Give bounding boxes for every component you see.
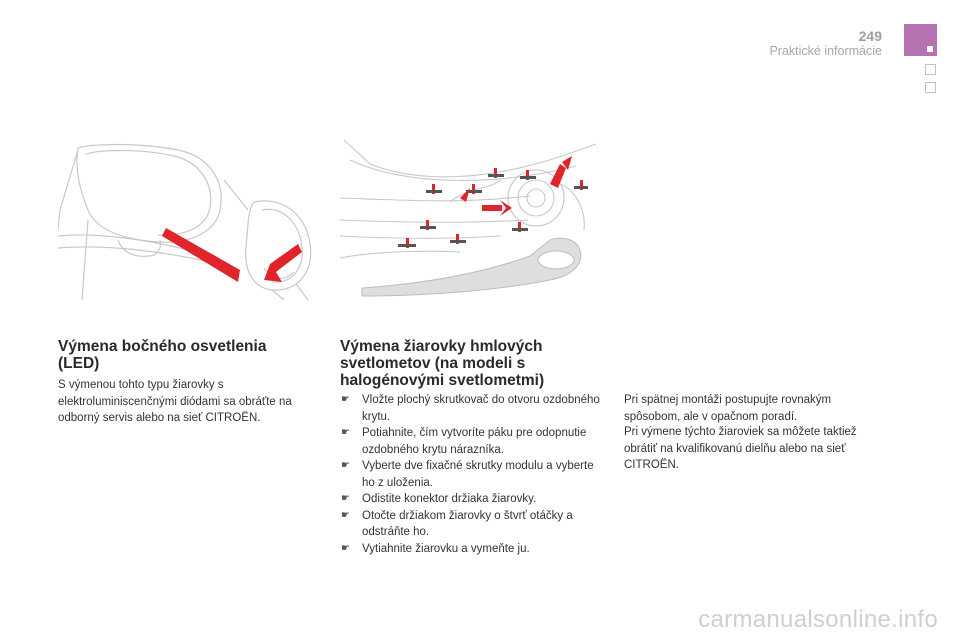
mirror-illustration <box>58 140 320 300</box>
foglamp-steps-list <box>340 392 602 557</box>
pointer-icon: ☛ <box>341 394 350 405</box>
chapter-tab-empty <box>925 64 936 75</box>
list-item: ☛ Vložte plochý skrutkovač do otvoru ozdobného krytu. <box>341 394 600 423</box>
chapter-tab-empty <box>925 82 936 93</box>
pointer-icon: ☛ <box>341 542 350 554</box>
pointer-icon: ☛ <box>341 493 350 504</box>
list-item: ☛ Vytiahnite žiarovku a vymeňte ju. <box>340 541 602 558</box>
list-item: ☛ Vyberte dve fixačné skrutky modulu a vyberte ho z uloženia. <box>341 460 594 489</box>
led-section-title: Výmena bočného osvetlenia (LED) <box>58 338 267 372</box>
pointer-icon: ☛ <box>341 460 350 471</box>
section-title: Praktické informácie <box>769 44 882 58</box>
foglamp-section-title: Výmena žiarovky hmlových svetlometov (na modeli s halogénovými svetlometmi) <box>340 338 545 389</box>
led-section-text: S výmenou tohto typu žiarovky s elektroluminiscenčnými diódami sa obráťte na odborný servis alebo na sieť CITROËN. <box>58 379 292 424</box>
list-item: ☛ Potiahnite, čím vytvoríte páku pre odopnutie ozdobného krytu nárazníka. <box>341 427 587 456</box>
list-item: ☛ Otočte držiakom žiarovky o štvrť otáčky a odstráňte ho. <box>341 509 573 538</box>
foglamp-illustration <box>340 140 602 300</box>
chapter-tab <box>904 24 937 56</box>
watermark: carmanualsonline.info <box>698 606 938 633</box>
pointer-icon: ☛ <box>341 509 350 521</box>
page-number: 249 <box>858 28 882 44</box>
tab-marker-icon <box>927 46 933 52</box>
list-item: ☛ Odistite konektor držiaka žiarovky. <box>340 491 602 508</box>
reassembly-note: Pri spätnej montáži postupujte rovnakým spôsobom, ale v opačnom poradí. <box>624 394 832 423</box>
service-note: Pri výmene týchto žiaroviek sa môžete taktiež obrátiť na kvalifikovanú dielňu alebo na sieť CITROËN. <box>624 426 857 471</box>
pointer-icon: ☛ <box>341 427 350 438</box>
